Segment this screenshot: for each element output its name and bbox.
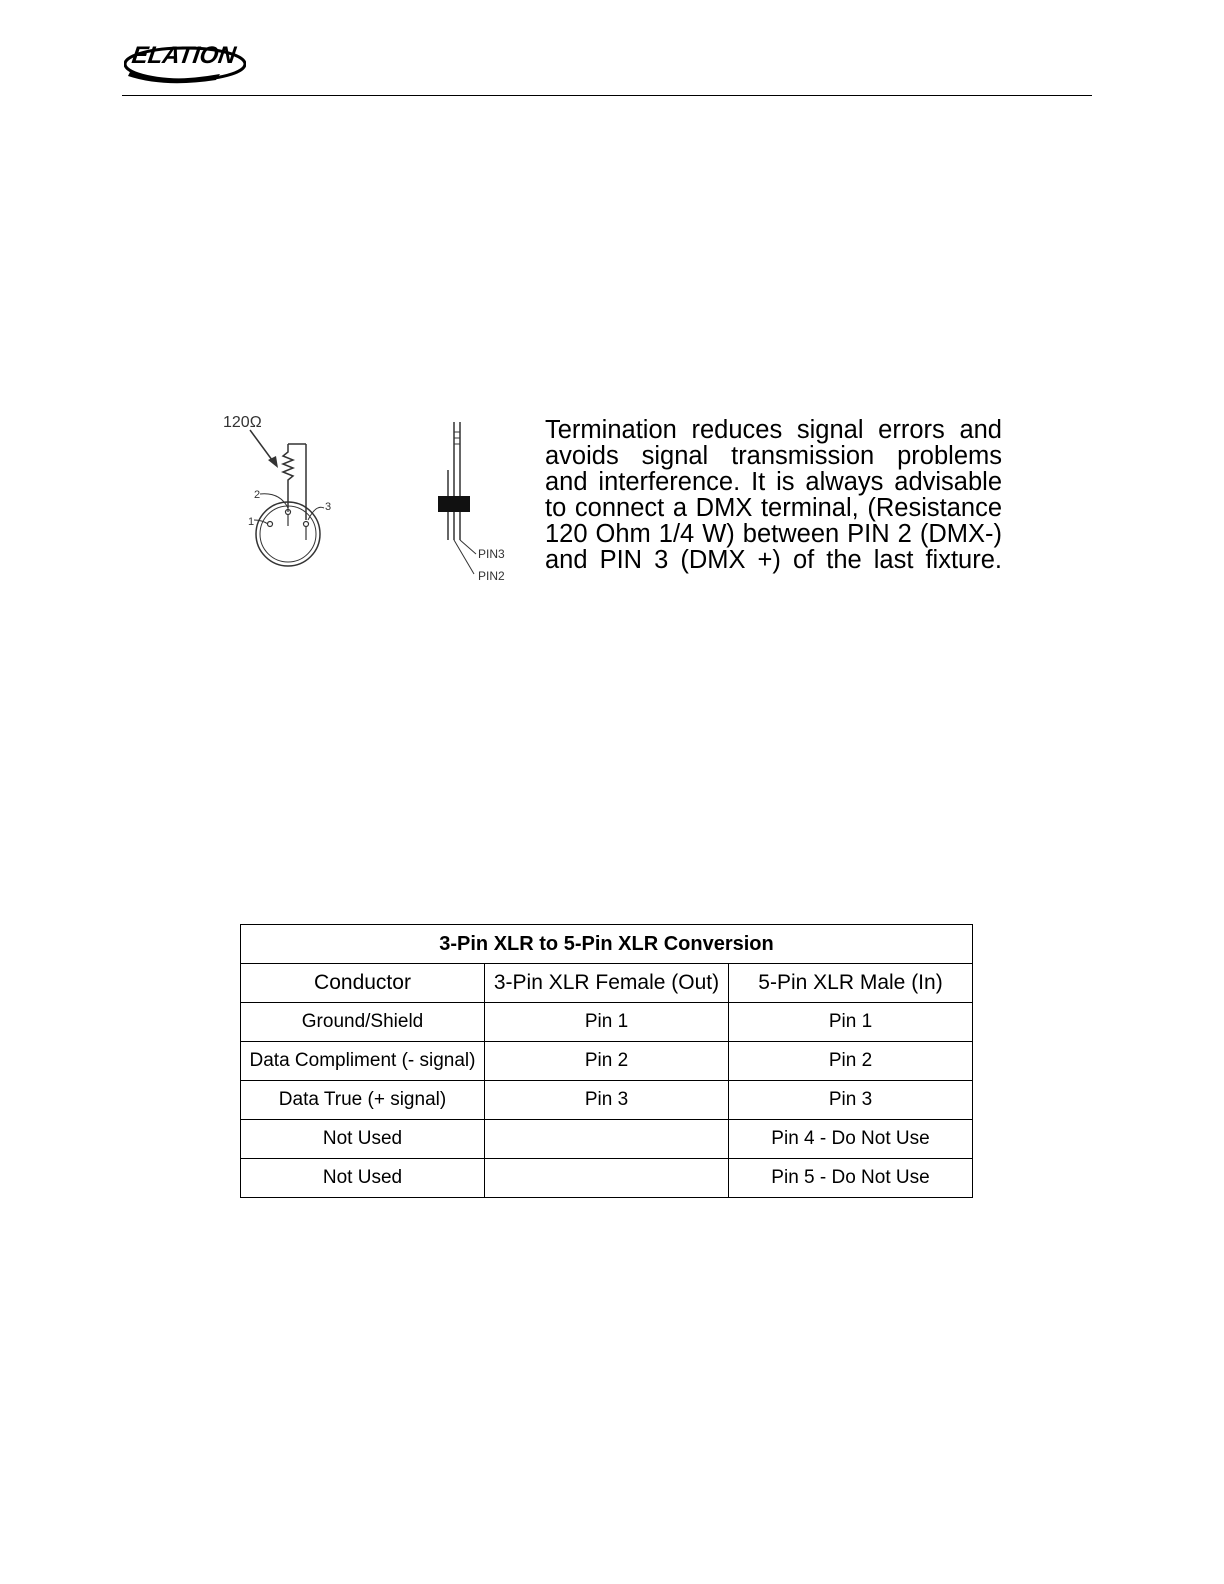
xlr-conversion-table (240, 924, 973, 1198)
table-cell (485, 1120, 729, 1159)
pin-label-3: 3 (325, 501, 332, 513)
pin-label-1: 1 (248, 516, 255, 528)
pin-3-dot (304, 522, 309, 527)
table-row (241, 1003, 973, 1042)
table-cell: Data True (+ signal) (241, 1081, 485, 1120)
table-cell: Pin 4 - Do Not Use (729, 1120, 973, 1159)
table-cell: Pin 2 (485, 1042, 729, 1081)
table-cell: Not Used (241, 1159, 485, 1198)
pin-label-2: 2 (254, 489, 261, 501)
logo-brand-text: ELATION (130, 42, 238, 69)
table-cell: Pin 1 (729, 1003, 973, 1042)
table-title-row (241, 925, 973, 964)
column-header-conductor: Conductor (241, 964, 485, 1003)
pin-1-dot (268, 522, 273, 527)
table-cell: Pin 1 (485, 1003, 729, 1042)
pin3-callout (460, 540, 476, 554)
resistor-arrow-head (268, 456, 278, 468)
table-cell: Pin 5 - Do Not Use (729, 1159, 973, 1198)
table-cell: Ground/Shield (241, 1003, 485, 1042)
pin-1-callout (254, 520, 268, 524)
xlr-termination-diagram (220, 408, 340, 588)
table-title: 3-Pin XLR to 5-Pin XLR Conversion (241, 925, 973, 964)
table-header-row (241, 964, 973, 1003)
logo-sub-text: PROFESSIONAL (146, 70, 193, 76)
resistor-zigzag (283, 444, 293, 508)
table-cell: Pin 2 (729, 1042, 973, 1081)
table-row (241, 1159, 973, 1198)
pin2-label: PIN2 (478, 569, 505, 583)
header-divider (122, 95, 1092, 96)
resistor-label: 120Ω (223, 414, 262, 431)
pin2-callout (454, 540, 474, 574)
table-row (241, 1081, 973, 1120)
termination-paragraph: Termination reduces signal errors and avoids signal transmission problems and interference. It is always advisable to connect a DMX terminal, (Resistance 120 Ohm 1/4 W) between PIN 2 (DMX-) and PIN 3 (DMX +) of the last fixture. (545, 416, 1002, 574)
column-header-5pin: 5-Pin XLR Male (In) (729, 964, 973, 1003)
column-header-3pin: 3-Pin XLR Female (Out) (485, 964, 729, 1003)
table-cell: Pin 3 (485, 1081, 729, 1120)
xlr-plug-side-diagram (430, 418, 525, 590)
table-cell: Data Compliment (- signal) (241, 1042, 485, 1081)
brand-logo (124, 38, 246, 84)
table-cell: Pin 3 (729, 1081, 973, 1120)
pin3-label: PIN3 (478, 547, 505, 561)
table-cell: Not Used (241, 1120, 485, 1159)
table-row (241, 1042, 973, 1081)
table-row (241, 1120, 973, 1159)
plug-body-band (438, 496, 470, 512)
table-cell (485, 1159, 729, 1198)
